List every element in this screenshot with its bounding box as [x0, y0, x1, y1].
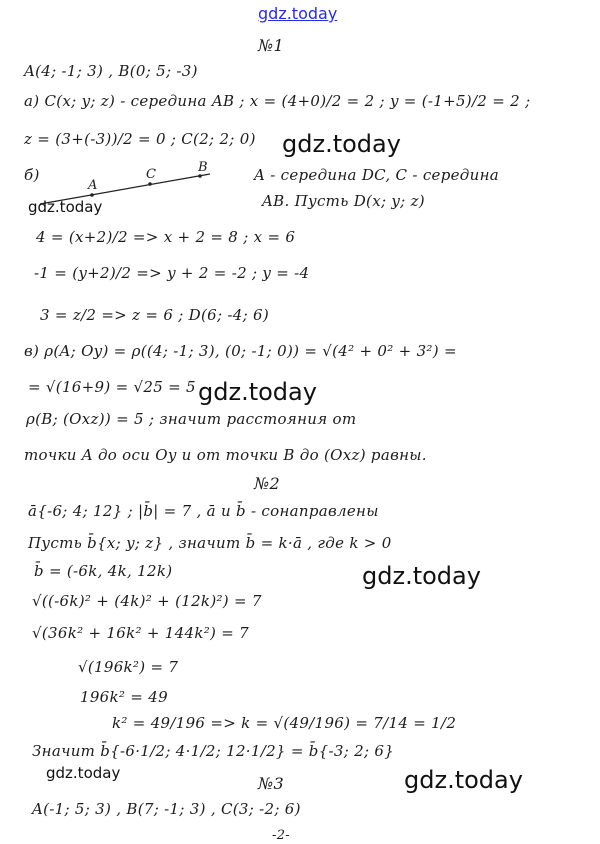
watermark-6: gdz.today	[404, 766, 523, 794]
problem3-line1: A(-1; 5; 3) , B(7; -1; 3) , C(3; -2; 6)	[32, 800, 301, 818]
problem2-line2: Пусть b̄{x; y; z} , значит b̄ = k·ā , где k > 0	[28, 534, 392, 552]
problem2-line7: 196k² = 49	[80, 688, 168, 706]
problem1-eq1: 4 = (x+2)/2 => x + 2 = 8 ; x = 6	[36, 228, 296, 246]
watermark-5: gdz.today	[46, 764, 121, 782]
problem1-b-text1: A - середина DC, C - середина	[254, 166, 499, 184]
problem2-line8: k² = 49/196 => k = √(49/196) = 7/14 = 1/2	[112, 714, 457, 732]
problem1-eq2: -1 = (y+2)/2 => y + 2 = -2 ; y = -4	[34, 264, 310, 282]
problem1-c-line2: = √(16+9) = √25 = 5	[28, 378, 196, 396]
point-a-dot	[90, 193, 94, 197]
problem3-title: №3	[258, 774, 284, 793]
problem1-c-line3: ρ(B; (Oxz)) = 5 ; значит расстояния от	[26, 410, 357, 428]
problem2-line3: b̄ = (-6k, 4k, 12k)	[34, 562, 173, 580]
problem1-title: №1	[258, 36, 284, 55]
problem2-line5: √(36k² + 16k² + 144k²) = 7	[32, 624, 250, 642]
problem2-line6: √(196k²) = 7	[78, 658, 179, 676]
watermark-4: gdz.today	[362, 562, 481, 590]
watermark-3: gdz.today	[198, 378, 317, 406]
problem1-eq3: 3 = z/2 => z = 6 ; D(6; -4; 6)	[40, 306, 270, 324]
problem1-b-text2: AB. Пусть D(x; y; z)	[262, 192, 425, 210]
problem1-c-line4: точки A до оси Oy и от точки B до (Oxz) равны.	[24, 446, 427, 464]
problem2-title: №2	[254, 474, 280, 493]
problem1-b-label: б)	[24, 166, 40, 184]
watermark-1: gdz.today	[282, 130, 401, 158]
watermark-2: gdz.today	[28, 198, 103, 216]
page-footer-number: -2-	[272, 828, 290, 843]
problem1-a-line2: z = (3+(-3))/2 = 0 ; C(2; 2; 0)	[24, 130, 256, 148]
problem2-line1: ā{-6; 4; 12} ; |b̄| = 7 , ā и b̄ - сонаправлены	[28, 502, 379, 520]
problem1-a-line1: а) C(x; y; z) - середина AB ; x = (4+0)/2 = 2 ; y = (-1+5)/2 = 2 ;	[24, 92, 531, 110]
problem2-line4: √((-6k)² + (4k)² + (12k)²) = 7	[32, 592, 262, 610]
problem2-line9: Значит b̄{-6·1/2; 4·1/2; 12·1/2} = b̄{-3; 2; 6}	[32, 742, 395, 760]
problem1-given: A(4; -1; 3) , B(0; 5; -3)	[24, 62, 198, 80]
sketch-label-a: A	[88, 178, 98, 193]
watermark-top: gdz.today	[258, 4, 338, 23]
sketch-label-c: C	[146, 167, 157, 182]
problem1-c-line1: в) ρ(A; Oy) = ρ((4; -1; 3), (0; -1; 0)) = √(4² + 0² + 3²) =	[24, 342, 457, 360]
point-c-dot	[148, 182, 152, 186]
sketch-label-b: B	[198, 160, 208, 175]
